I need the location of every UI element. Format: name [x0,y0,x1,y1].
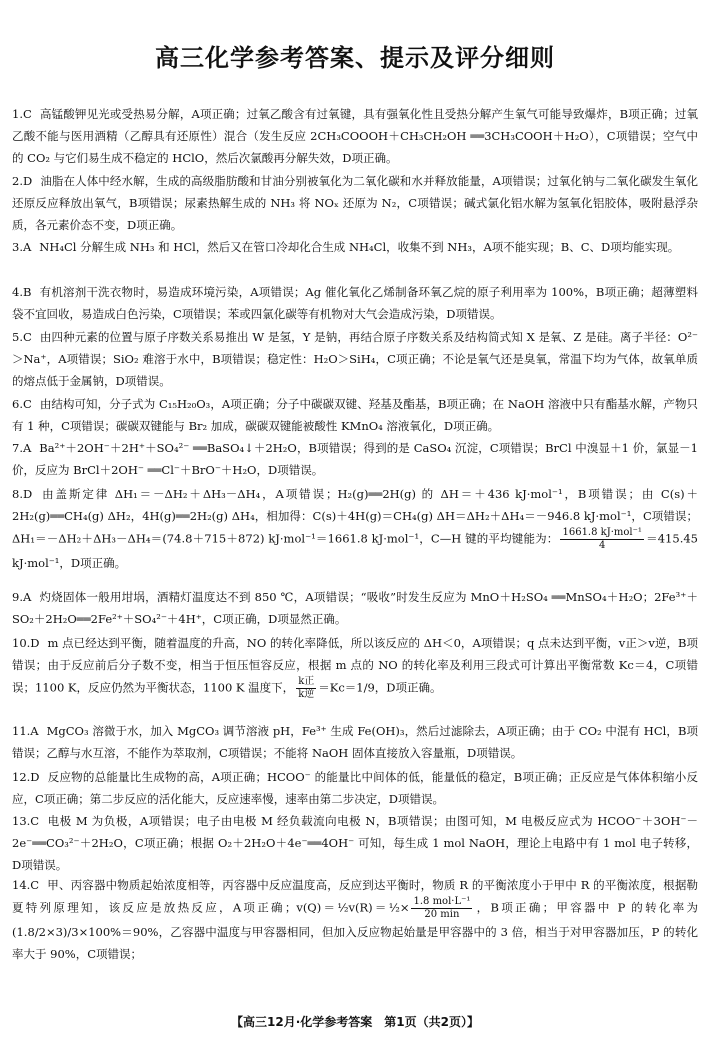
item-answer: C [22,397,32,411]
item-explanation: 灼烧固体一般用坩埚，酒精灯温度达不到 850 ℃，A项错误；“吸收”时发生反应为 MnO＋H₂SO₄ ══MnSO₄＋H₂O；2Fe³⁺＋SO₂＋2H₂O══2Fe²⁺＋SO₄²⁻＋4H⁺，C项正确，D项显然正确。 [12,590,698,626]
answer-item-3 [12,236,698,258]
item-explanation: 电极 M 为负极，A项错误；电子由电极 M 经负载流向电极 N，B项错误；由图可知，M 电极反应式为 HCOO⁻＋3OH⁻－2e⁻══CO₃²⁻＋2H₂O，C项正确；根据 O₂＋2H₂O＋4e⁻══4OH⁻ 可知，每生成 1 mol NaOH，理论上电路中有 1 mol 电子转移，D项错误。 [12,814,698,872]
item-answer: D [30,636,40,650]
fraction-denominator: 20 min [424,909,460,920]
answer-item-12 [12,766,698,810]
fraction [560,527,643,552]
item-number: 10. [12,636,31,650]
item-explanation: 高锰酸钾见光或受热易分解，A项正确；过氧乙酸含有过氧键，具有强氧化性且受热分解产生氧气可能导致爆炸，B项正确；过氧乙酸不能与医用酒精（乙醇具有还原性）混合（发生反应 2CH₃COOOH＋CH₃CH₂OH ══3CH₃COOH＋H₂O），C项错误；空气中的 CO₂ 与它们易生成不稳定的 HClO，然后次氯酸再分解失效，D项正确。 [12,107,698,165]
item-explanation: NH₄Cl 分解生成 NH₃ 和 HCl，然后又在管口冷却化合生成 NH₄Cl，收集不到 NH₃，A项不能实现；B、C、D项均能实现。 [39,240,680,254]
item-answer: C [22,330,32,344]
answer-item-7 [12,437,698,481]
item-answer: D [22,174,33,188]
item-explanation: 甲、丙容器中物质起始浓度相等，丙容器中反应温度高，反应到达平衡时，物质 R 的平衡浓度小于甲中 R 的平衡浓度，根据勒夏特列原理知，该反应是放热反应，A项正确；v(Q)＝½v(R)＝½× [12,878,698,915]
answer-item-9 [12,586,698,630]
item-explanation: 有机溶剂干洗衣物时，易造成环境污染，A项错误；Ag 催化氧化乙烯制备环氧乙烷的原子利用率为 100%，B项正确；超薄塑料袋不宜回收，易造成白色污染，C项错误；苯或四氯化碳等有机物对大气会造成污染，D项错误。 [12,285,698,321]
item-number: 8. [12,487,23,501]
item-number: 6. [12,397,23,411]
fraction-numerator: 1661.8 kJ·mol⁻¹ [562,527,642,538]
item-explanation: MgCO₃ 溶微于水，加入 MgCO₃ 调节溶液 pH，Fe³⁺ 生成 Fe(OH)₃，然后过滤除去，A项正确；由于 CO₂ 中混有 HCl，B项错误；乙醇与水互溶，不能作为萃取剂，C项错误；不能将 NaOH 固体直接放入容量瓶，D项错误。 [12,724,698,760]
item-answer: C [30,814,40,828]
item-explanation: 油脂在人体中经水解，生成的高级脂肪酸和甘油分别被氧化为二氧化碳和水并释放能量，A项错误；过氧化钠与二氧化碳发生氧化还原反应释放出氧气，B项错误；尿素热解生成的 NH₃ 将 NOₓ 还原为 N₂，C项错误；碱式氯化铝水解为氢氧化铝胶体，吸附悬浮杂质，各元素价态不变，D项正确。 [12,174,698,232]
answer-item-2 [12,170,698,236]
item-number: 12. [12,770,31,784]
item-number: 5. [12,330,23,344]
item-explanation-continued: ，B项正确；甲容器中 P 的转化率为 (1.8/2×3)/3×100%＝90%，乙容器中温度与甲容器相同，但加入反应物起始量是甲容器中的 3 倍，相当于对甲容器加压，P 的转化率大于 90%，C项错误； [12,900,698,961]
item-answer: D [30,770,40,784]
item-explanation: m 点已经达到平衡，随着温度的升高，NO 的转化率降低，所以该反应的 ΔH＜0，A项错误；q 点未达到平衡，v正＞v逆，B项错误；由于反应前后分子数不变，相当于恒压恒容反应，根据 m 点的 NO 的转化率及利用三段式可计算出平衡常数 Kc＝4，C项错误；1100 K，反应仍然为平衡状态，1100 K 温度下， [12,636,698,695]
page-footer: 【高三12月·化学参考答案 第1页（共2页）】 [231,1015,479,1029]
item-answer: C [22,107,32,121]
item-number: 2. [12,174,23,188]
item-number: 9. [12,590,23,604]
item-number: 11. [12,724,31,738]
answer-item-4 [12,281,698,325]
fraction-numerator: k正 [298,676,315,687]
item-explanation: 由四种元素的位置与原子序数关系易推出 W 是氢，Y 是钠，再结合原子序数关系及结构简式知 X 是氧、Z 是硅。离子半径：O²⁻＞Na⁺，A项错误；SiO₂ 难溶于水中，B项错误；稳定性：H₂O＞SiH₄，C项正确；不论是氧气还是臭氧，常温下均为气体，故氧单质的熔点低于金属钠，D项错误。 [12,330,698,388]
item-explanation: 由盖斯定律 ΔH₁＝－ΔH₂＋ΔH₃－ΔH₄，A项错误；H₂(g)══2H(g) 的 ΔH＝＋436 kJ·mol⁻¹，B项错误；由 C(s)＋2H₂(g)══CH₄(g) ΔH₂，4H(g)══2H₂(g) ΔH₄，相加得：C(s)＋4H(g)＝CH₄(g) ΔH＝ΔH₂＋ΔH₄＝－946.8 kJ·mol⁻¹，C项错误；ΔH₁＝－ΔH₂＋ΔH₃－ΔH₄＝(74.8＋715＋872) kJ·mol⁻¹＝1661.8 kJ·mol⁻¹，C—H 键的平均键能为： [12,487,698,546]
item-number: 1. [12,107,23,121]
fraction-denominator: k逆 [298,689,315,700]
page-title: 高三化学参考答案、提示及评分细则 [155,44,555,72]
answer-item-1 [12,103,698,169]
item-answer: A [22,590,32,604]
answer-item-8 [12,483,698,574]
answer-item-11 [12,720,698,764]
item-explanation-continued: ＝Kc＝1/9，D项正确。 [318,680,442,695]
item-number: 14. [12,878,31,892]
fraction-numerator: 1.8 mol·L⁻¹ [413,896,471,907]
item-answer: B [22,285,32,299]
item-number: 13. [12,814,31,828]
answer-item-14 [12,874,698,965]
answer-item-5 [12,326,698,392]
item-answer: A [22,441,32,455]
answer-item-6 [12,393,698,437]
item-explanation: 反应物的总能量比生成物的高，A项正确；HCOO⁻ 的能量比中间体的低，能量低的稳定，B项正确；正反应是气体体积缩小反应，C项正确；第二步反应的活化能大，反应速率慢，速率由第二步决定，D项错误。 [12,770,698,806]
item-number: 4. [12,285,23,299]
item-number: 3. [12,240,23,254]
item-explanation: Ba²⁺＋2OH⁻＋2H⁺＋SO₄²⁻ ══BaSO₄↓＋2H₂O，B项错误；得到的是 CaSO₄ 沉淀，C项错误；BrCl 中溴显＋1 价，氯显－1 价，反应为 BrCl＋2OH⁻ ══Cl⁻＋BrO⁻＋H₂O，D项错误。 [12,441,698,477]
item-number: 7. [12,441,23,455]
item-answer: C [30,878,40,892]
fraction [411,896,472,921]
answer-item-10 [12,632,698,701]
fraction [296,676,316,701]
item-answer: A [22,240,32,254]
item-answer: A [30,724,39,738]
answer-item-13 [12,810,698,876]
item-explanation-continued: ＝415.45 kJ·mol⁻¹，D项正确。 [12,531,698,570]
fraction-denominator: 4 [599,540,606,551]
item-answer: D [22,487,33,501]
item-explanation: 由结构可知，分子式为 C₁₅H₂₀O₃，A项正确；分子中碳碳双键、羟基及酯基，B项正确；在 NaOH 溶液中只有酯基水解，产物只有 1 种，C项错误；碳碳双键能与 Br₂ 加成，碳碳双键能被酸性 KMnO₄ 溶液氧化，D项正确。 [12,397,698,433]
